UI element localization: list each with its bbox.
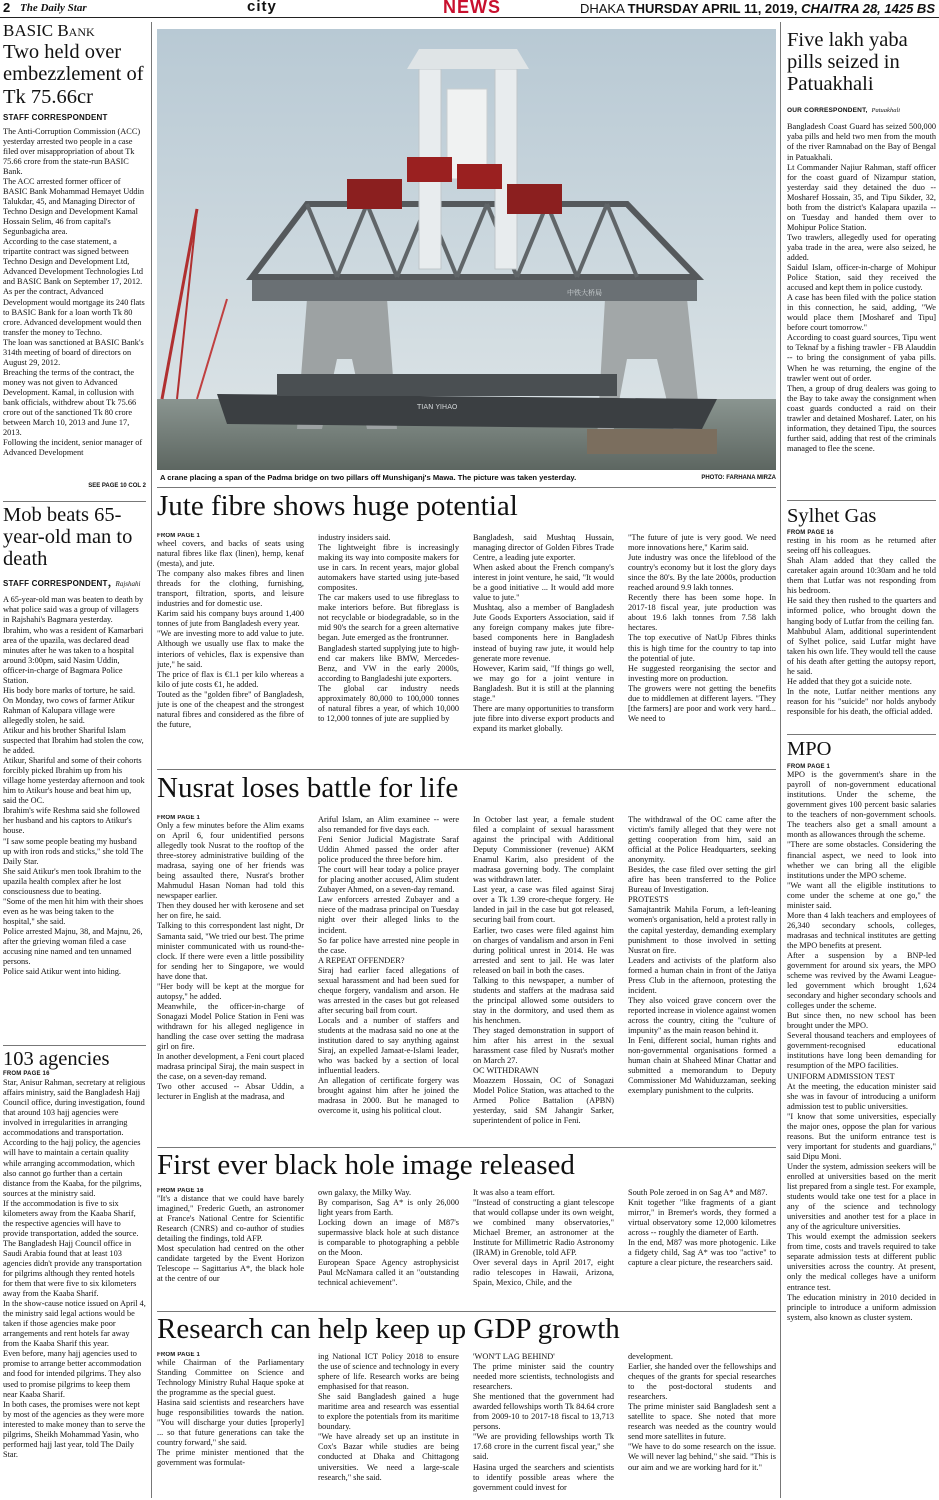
- column-4: [621, 1352, 776, 1496]
- headline: Nusrat loses battle for life: [157, 772, 459, 804]
- divider: [157, 1311, 776, 1312]
- dateline-place: Patuakhali: [871, 107, 901, 115]
- article-gdp: [157, 1314, 776, 1496]
- column-3: [466, 815, 621, 1143]
- divider: [787, 734, 936, 735]
- article-body: In October last year, a female student filed a complaint of sexual harassment against the principal with Additional Deputy Commissioner (revenue) AKM Enamul Karim, also president of the madrasa governing body. The complaint was withdrawn later. Last year, a case was filed against Siraj over a Tk 1.39 crore-cheque forgery. He landed in jail in the case but got released, securing bail from court. Earlier, two cases were filed against him on charges of vandalism and arson in Feni during political unrest in 2014. He was arrested and sent to jail. He was later released on bail in both the cases. Talking to this newspaper, a number of students and staffers at the madrasa said the principal allowed some outsiders to stay in the dormitory, and used them as his henchmen. They staged demonstration in support of him after his arrest in the sexual harassment case filed by Nusrat's mother on March 27. OC WITHDRAWN Moazzem Hossain, OC of Sonagazi Model Police Station, was attached to the Armed Police Battalion (APBN) yesterday, said SM Jahangir Sarker, superintendent of police in Feni.: [473, 815, 614, 1126]
- headline: 103 agencies: [3, 1048, 110, 1070]
- from-page: FROM PAGE 1: [157, 1352, 201, 1358]
- article-body: Bangladesh Coast Guard has seized 500,000 yaba pills and held two men from the mouth of the river Ramnabad on the Bay of Bengal in Patuakhali. Lt Commander Najiur Rahman, staff officer for the coast guard of Nizampur station, yesterday said they detained the duo -- Mosharef Hossain, 35, and Tipu Sikder, 32, both from the district's Kalapara upazila -- on Tuesday and handed them over to Mohipur Police Station. Two trawlers, allegedly used for operating yaba trade in the area, were also seized, he added. Saidul Islam, officer-in-charge of Mohipur Police Station, said they received the accused and kept them in police custody. A case has been filed with the police station in this connection, he said, adding, "We would place them [Mosharef and Tipu] before court tomorrow." According to coast guard sources, Tipu went to Teknaf by a fishing trawler - FB Alauddin -- to bring the consignment of yaba pills. When he was returning, the engine of the trawler went out of order. Then, a group of drug dealers was going to the Bay to take away the consignment when coast guards conducted a raid on their trawler and detained Mosharef. Later, on his information, they detained Tipu, the sources further said, adding that rest of the criminals managed to flee the scene.: [787, 122, 936, 453]
- column-rule: [780, 22, 781, 1498]
- ship-name: TIAN YIHAO: [417, 403, 458, 411]
- column-2: [311, 1188, 466, 1296]
- dateline-place: Rajshahi: [115, 580, 141, 589]
- column-3: [466, 533, 621, 754]
- headline: Research can help keep up GDP growth: [157, 1313, 620, 1345]
- column-4: [621, 1188, 776, 1296]
- column-1: [157, 533, 311, 754]
- headline: MPO: [787, 738, 832, 760]
- crane-lettering: 中铁大桥局: [567, 289, 602, 297]
- article-body: It was also a team effort. "Instead of constructing a giant telescope that would collapse under its own weight, we combined many observatories," Michael Bremer, an astronomer at the Institute for Millimetric Radio Astronomy (IRAM) in Grenoble, told AFP. Over several days in April 2017, eight radio telescopes in Hawaii, Arizona, Spain, Mexico, Chile, and the: [473, 1188, 614, 1288]
- column-2: [311, 533, 466, 754]
- article-103-agencies: [3, 1048, 146, 1500]
- article-columns: [157, 533, 776, 754]
- byline: OUR CORRESPONDENT,: [787, 107, 868, 115]
- from-page: FROM PAGE 1: [787, 764, 831, 771]
- article-body: industry insiders said. The lightweight fibre is increasingly making its way into composite makers for use in cars. In recent years, major global automakers have started using jute-based composites. The car makers used to use fibreglass to make interiors before. But fibreglass is not recyclable or biodegradable, so in the mid 90's the search for a green alternative began. Jute emerged as the frontrunner. Bangladesh started supplying jute to high-end car makers like BMW, Mercedes-Benz, and VW in the early 2000s, according to Bangladeshi jute exporters. The global car industry needs approximately 80,000 to 100,000 tonnes of natural fibres a year, of which 10,000 to 12,000 tonnes of jute are supplied by: [318, 533, 459, 723]
- lead-photo: [157, 29, 776, 470]
- article-body: "It's a distance that we could have barely imagined," Frederic Gueth, an astronomer at France's National Centre for Scientific Research (CNRS) and co-author of studies detailing the findings, told AFP. Most speculation had centred on the other candidate targeted by the Event Horizon Telescope -- Sagittarius A*, the black hole at the centre of our: [157, 1194, 304, 1284]
- article-black-hole: [157, 1150, 776, 1296]
- masthead: [0, 0, 939, 18]
- newspaper-name: The Daily Star: [20, 2, 87, 14]
- headline: Five lakh yaba pills seized in Patuakhali: [787, 29, 908, 96]
- headline: Jute fibre shows huge potential: [157, 490, 518, 522]
- article-body: while Chairman of the Parliamentary Standing Committee on Science and Technology Ministry Ruhal Haque spoke at the programme as the special guest. Hasina said scientists and researchers have huge responsibilities towards the nation. "You will discharge your duties [properly] ... so that future generations can take the country forward," she said. The prime minister mentioned that the government was formulat-: [157, 1358, 304, 1468]
- article-body: 'WON'T LAG BEHIND' The prime minister said the country needed more scientists, technologists and researchers. She mentioned that the government had awarded fellowships worth Tk 84.64 crore from 2009-10 to 2017-18 fiscal to 13,713 persons. "We are providing fellowships worth Tk 17.68 crore in the current fiscal year," she said. Hasina urged the searchers and scientists to identify possible areas where the government could invest for: [473, 1352, 614, 1492]
- article-body: Only a few minutes before the Alim exams on April 6, four unidentified persons allegedly took Nusrat to the rooftop of the three-storey administrative building of the madrasa, saying one of her friends was being assaulted there, Nusrat's brother Mahmudul Hasan Noman had told this newspaper earlier. Then they doused her with kerosene and set her on fire, he said. Talking to this correspondent last night, Dr Samanta said, "We tried our best. The prime minister communicated with us round-the-clock. If there were even a little possibility for sending her to Singapore, we would have done that. "Her body will be kept at the morgue for autopsy," he added. Meanwhile, the officer-in-charge of Sonagazi Model Police Station in Feni was withdrawn for his alleged negligence in handling the case over setting the madrasa girl on fire. In another development, a Feni court placed madrasa principal Siraj, the main suspect in the case, on a seven-day remand. Two other accused -- Absar Uddin, a lecturer in English at the madrasa, and: [157, 821, 304, 1102]
- from-page: FROM PAGE 16: [3, 1071, 50, 1078]
- article-columns: [157, 815, 776, 1143]
- article-body: The withdrawal of the OC came after the victim's family alleged that they were not getting cooperation from him, said an official at the Police Headquarters, seeking anonymity. Besides, the case filed over setting the girl afire has been transferred to the Police Bureau of Investigation. PROTESTS Samajtantrik Mahila Forum, a left-leaning women's organisation, held a protest rally in the capital yesterday, demanding exemplary punishment to those involved in setting Nusrat on fire. Leaders and activists of the platform also formed a human chain in front of the Jatiya Press Club in the afternoon, protesting the incident. They also voiced grave concern over the reported increase in violence against women across the country, citing the "culture of impunity" as the main reason behind it. In Feni, different social, human rights and non-governmental organisations formed a human chain at Shaheed Minar Chattar and submitted a memorandum to Deputy Commissioner Md Wahiduzzaman, seeking exemplary punishment to the culprits.: [628, 815, 776, 1096]
- article-yaba: [787, 29, 936, 504]
- column-4: [621, 815, 776, 1143]
- headline: Mob beats 65-year-old man to death: [3, 504, 133, 571]
- article-body: resting in his room as he returned after seeing off his colleagues. Shah Alam added that they called the caretaker again around 10:30am and he told them that Lutfar was not responding from his bedroom. He said they then rushed to the quarters and informed police, who brought down the hanging body of Lutfar from the ceiling fan. Mahbubul Alam, additional superintendent of Sylhet police, said Lutfar might have taken his own life. They would tell the cause of his death after getting the autopsy report, he said. He added that they got a suicide note. In the note, Lutfar neither mentions any reason for his "suicide" nor holds anybody responsible for his death, the official added.: [787, 536, 936, 716]
- article-body: development. Earlier, she handed over the fellowships and cheques of the grants for special researches to the post-doctoral students and researchers. The prime minister said Bangladesh sent a satellite to space. She noted that more research was needed as the country would send more satellites in future. "We have to do some research on the issue. We will never lag behind," she said. "This is our aim and we are working hard for it.": [628, 1352, 776, 1472]
- headline: Two held over embezzlement of Tk 75.66cr: [3, 41, 144, 108]
- photo-credit: PHOTO: FARHANA MIRZA: [701, 475, 776, 481]
- article-columns: [157, 1352, 776, 1496]
- article-body: MPO is the government's share in the payroll of non-government educational institutions. Under the scheme, the government gives 100 percent basic salaries to the teachers of non-government schools. The teachers also get a small amount a month as allowances through the scheme. "There are some obstacles. Considering the financial aspect, we need to look into whether we can bring all the eligible institutions under the MPO scheme. "We want all the eligible institutions to come under the scheme at one go," the minister said. More than 4 lakh teachers and employees of 26,340 secondary schools, colleges, madrasas and technical institutes are getting the MPO benefits at present. After a suspension by a BNP-led government for around six years, the MPO scheme was revived by the Awami League-led government which brought 1,624 secondary and higher secondary schools and colleges under the scheme. But since then, no new school has been brought under the MPO. Several thousand teachers and employees of government-recognised educational institutions have long been demanding for resumption of the MPO facilities. UNIFORM ADMISSION TEST At the meeting, the education minister said she was in favour of introducing a uniform admission test to public universities. "I know that some universities, especially the major ones, oppose the plan for various reasons. But the uniform entrance test is very important for students and guardians," said Dipu Moni. Under the system, admission seekers will be enrolled at universities based on the merit list prepared from a single test. For example, students would take one test for a place in any of the science and technology universities and another test for a place in any of the agriculture universities. This would exempt the admission seekers from time, costs and travels required to take separate admission tests at different public universities across the country. At present, only the medical colleges have a uniform entrance test. The education ministry in 2010 decided in principle to introduce a uniform admission system, also known as cluster system.: [787, 770, 936, 1322]
- divider: [3, 501, 146, 502]
- date-city: DHAKA: [579, 1, 625, 16]
- column-1: [157, 1352, 311, 1496]
- article-mpo: [787, 738, 936, 1500]
- page-number: 2: [3, 0, 11, 15]
- article-body: Bangladesh, said Mushtaq Hussain, managing director of Golden Fibres Trade Centre, a leading jute exporter. When asked about the French company's interest in joint venture, he said, "It would be a good initiative ... It would add more value to jute." Mushtaq, also a member of Bangladesh Jute Goods Exporters Association, said if any foreign company makes jute fibre-based components here in Bangladesh instead of buying raw jute, it would help generate more revenue. However, Karim said, "If things go well, we may go for a joint venture in Bangladesh. But it is still at the planning stage." There are many opportunities to transform jute fibre into diverse export products and expand its market globally.: [473, 533, 614, 733]
- from-page: FROM PAGE 16: [787, 530, 834, 537]
- article-body: South Pole zeroed in on Sag A* and M87. Knit together "like fragments of a giant mirror," in Bremer's words, they formed a virtual observatory some 12,000 kilometres across -- roughly the diameter of Earth. In the end, M87 was more photogenic. Like a fidgety child, Sag A* was too "active" to capture a clear picture, the researchers said.: [628, 1188, 776, 1268]
- padma-bridge-photo: [157, 29, 776, 470]
- article-sylhet-gas: [787, 505, 936, 747]
- from-page: FROM PAGE 1: [157, 815, 201, 821]
- article-body: The Anti-Corruption Commission (ACC) yesterday arrested two people in a case filed over misappropriation of about Tk 75.66 crore from the state-run BASIC Bank. The ACC arrested former officer of BASIC Bank Mohammad Hemayet Uddin Talukdar, 45, and Managing Director of Techno Design and Development Kamal Hossain Selim, 46 from capital's Segunbagicha area. According to the case statement, a tripartite contract was signed between Techno Design and Development Ltd, Advanced Development Technologies Ltd and BASIC Bank on September 17, 2012. As per the contract, Advanced Development would mortgage its 240 flats to BASIC Bank for a loan worth Tk 80 crore. Advanced development would then transfer the money to Techno. The loan was sanctioned at BASIC Bank's 314th meeting of board of directors on August 29, 2012. Breaching the terms of the contract, the money was not given to Advanced Development. Kamal, in collusion with bank officials, withdrew about Tk 75.66 crore out of the sanctioned Tk 80 crore between March 10, 2013 and June 17, 2013. Following the incident, senior manager of Advanced Development: [3, 126, 145, 458]
- article-body: Ariful Islam, an Alim examinee -- were also remanded for five days each. Feni Senior Judicial Magistrate Saraf Uddin Ahmed passed the order after police produced the three before him. The court will hear today a police prayer for placing another accused, Alim student Zubayer Ahmed, on a seven-day remand. Law enforcers arrested Zubayer and a niece of the madrasa principal on Tuesday night over their alleged links to the incident. So far police have arrested nine people in the case. A REPEAT OFFENDER? Siraj had earlier faced allegations of sexual harassment and had been sued for cheque forgery, vandalism and arson. He was arrested in the cases but got released after securing bail from court. Locals and a number of staffers and students at the madrasa said no one at the institution dared to say anything against Siraj, an expelled Jamaat-e-Islami leader, who was backed by a section of local influential leaders. An allegation of certificate forgery was brought against him after he joined the madrasa in 2000. But he managed to overcome it, using his political clout.: [318, 815, 459, 1116]
- article-nusrat: [157, 773, 776, 1143]
- kicker: BASIC Bank: [3, 21, 95, 40]
- article-body: own galaxy, the Milky Way. By comparison, Sag A* is only 26,000 light years from Earth. Locking down an image of M87's supermassive black hole at such distance is comparable to photographing a pebble on the Moon. European Space Agency astrophysicist Paul McNamara called it an "outstanding technical achievement".: [318, 1188, 459, 1288]
- article-jute: [157, 491, 776, 754]
- headline: First ever black hole image released: [157, 1149, 575, 1181]
- column-1: [157, 1188, 311, 1296]
- divider: [3, 1045, 146, 1046]
- article-body: "The future of jute is very good. We need more innovations here," Karim said. Jute industry was once the lifeblood of the country's economy but it lost the glory days since the 80's. By the late 2000s, production reached around 9.9 lakh tonnes. Recently there has been some hope. In 2017-18 fiscal year, jute production was about 19.6 lakh tonnes from 7.58 lakh hectares. The top executive of NatUp Fibres thinks this is high time for the country to tap into the potential of jute. He suggested reorganising the sector and investing more on production. The growers were not getting the benefits due to middlemen at different layers. "They [the farmers] are poor and work very hard... We need to: [628, 533, 776, 723]
- column-3: [466, 1352, 621, 1496]
- headline: Sylhet Gas: [787, 505, 877, 527]
- photo-caption: A crane placing a span of the Padma bridge on two pillars off Munshiganj's Mawa. The picture was taken yesterday.: [160, 473, 577, 482]
- date-bangla: CHAITRA 28, 1425 BS: [801, 1, 935, 16]
- divider: [157, 487, 776, 488]
- byline: STAFF CORRESPONDENT: [3, 112, 108, 122]
- divider: [157, 1147, 776, 1148]
- article-basic-bank: [3, 22, 146, 489]
- article-body: Star, Anisur Rahman, secretary at religious affairs ministry, said the Bangladesh Hajj Council office, during investigation, found that around 103 hajj agencies were involved in irregularities in arranging accommodations and transportation. According to the hajj policy, the agencies will have to maintain a certain quality while arranging accommodation, which also cannot go further than a certain distance from the Kaaba, for the pilgrims, sources at the ministry said. If the accommodation is five to six kilometers away from the Kaaba Sharif, the respective agencies will have to provide transportation, added the source. The Bangladesh Hajj Council office in Saudi Arabia found that at least 103 agencies didn't provide any transportation for pilgrims although they rented hotels for them that were five to six kilometers away from the Kaaba Sharif. In the show-cause notice issued on April 4, the ministry said legal actions would be taken if those agencies make poor arrangements and rent hotels far away from the Kaaba Sharif this year. Even before, many hajj agencies used to promise to arrange better accommodation and food for intended pilgrims. They also used to promise pilgrims to keep them near Kaaba Sharif. In both cases, the promises were not kept by most of the agencies as they were more interested to make money than to serve the pilgrims, Sheikh Mohammad Yasin, who performed hajj last year, told The Daily Star.: [3, 1078, 146, 1459]
- column-rule: [151, 22, 152, 1498]
- section-name: city: [247, 0, 277, 15]
- date-main: THURSDAY APRIL 11, 2019,: [627, 1, 798, 16]
- divider: [157, 769, 776, 770]
- article-body: wheel covers, and backs of seats using natural fibres like flax (linen), hemp, kenaf (mesta), and jute. The company also makes fibres and linen threads for the clothing, furnishing, transport, filtration, sports, and leisure industries and for domestic use. Karim said his company buys around 1,400 tonnes of jute from Bangladesh every year. "We are investing more to add value to jute. Although we usually use flax to make the interiors of vehicles, flax is expensive than jute," he said. The price of flax is €1.1 per kilo whereas a kilo of jute costs €1, he added. Touted as the "golden fibre" of Bangladesh, jute is one of the cheapest and the strongest natural fibres and considered as the fibre of the future,: [157, 539, 304, 729]
- dateline: [580, 1, 935, 16]
- column-1: [157, 815, 311, 1143]
- continued-link[interactable]: SEE PAGE 10 COL 2: [88, 482, 146, 489]
- column-3: [466, 1188, 621, 1296]
- article-body: A 65-year-old man was beaten to death by what police said was a group of villagers in Rajshahi's Bagmara yesterday. Ibrahim, who was a resident of Kamarbari area of the upazila, was declared dead minutes after he was taken to a hospital around 3:00pm, said Nasim Uddin, officer-in-charge of Bagmara Police Station. His body bore marks of torture, he said. On Monday, two cows of farmer Atikur Rahman of Kalupara village were allegedly stolen, he said. Atikur and his brother Shariful Islam suspected that Ibrahim had stolen the cow, he added. Atikur, Shariful and some of their cohorts forcibly picked Ibrahim up from his village home yesterday afternoon and took him to Atikur's house and beat him up, said the OC. Ibrahim's wife Reshma said she followed her husband and his captors to Atikur's house. "I saw some people beating my husband up with iron rods and sticks," she told The Daily Star. She said Atikur's men took Ibrahim to the upazila health complex after he lost consciousness due to beating. "Some of the men hit him with their shoes even as he was being taken to the hospital," she said. Police arrested Majnu, 38, and Majnu, 26, after the grieving woman filed a case accusing nine named and ten unnamed persons. Police said Atikur went into hiding.: [3, 595, 145, 977]
- article-body: ing National ICT Policy 2018 to ensure the use of science and technology in every sphere of life. Research works are being emphasised for that reason. She said Bangladesh gained a huge maritime area and research was essential to explore the potentials from its maritime boundary. "We have already set up an institute in Cox's Bazar while studies are being conducted at Dhaka and Chittagong universities. We need a large-scale research," she said.: [318, 1352, 459, 1482]
- from-page: FROM PAGE 16: [157, 1188, 204, 1194]
- divider: [787, 500, 936, 501]
- byline: STAFF CORRESPONDENT: [3, 579, 108, 589]
- article-mob-beats: Mob beats 65-year-old man to death STAFF CORRESPONDENT, Rajshahi A 65-year-old man was beaten to death by what police said was a group of villagers in Rajshahi's Bagmara yesterday. Ibrahim, who was a resident of Kamarbari area of the upazila, was declared dead minutes after he was taken to a hospital around 3:00pm, said Nasim Uddin, officer-in-charge of Bagmara Police Station. His body bore marks of torture, he said. On Monday, two cows of farmer Atikur Rahman of Kalupara village were allegedly stolen, he said. Atikur and his brother Shariful Islam suspected that Ibrahim had stolen the cow, he added. Atikur, Shariful and some of their cohorts forcibly picked Ibrahim up from his village home yesterday afternoon and took him to Atikur's house and beat him up, said the OC. Ibrahim's wife Reshma said she followed her husband and his captors to Atikur's house. "I saw some people beating my husband up with iron rods and sticks," she told The Daily Star. She said Atikur's men took Ibrahim to the upazila health complex after he lost consciousness due to beating. "Some of the men hit him with their shoes even as he was being taken to the hospital," she said. Police arrested Majnu, 38, and Majnu, 26, after the grieving woman filed a case accusing nine named and ten unnamed persons. Police said Atikur went into hiding.: [3, 504, 146, 1041]
- article-columns: [157, 1188, 776, 1296]
- column-2: [311, 1352, 466, 1496]
- from-page: FROM PAGE 1: [157, 533, 201, 539]
- column-2: [311, 815, 466, 1143]
- news-label: NEWS: [443, 0, 501, 17]
- column-4: [621, 533, 776, 754]
